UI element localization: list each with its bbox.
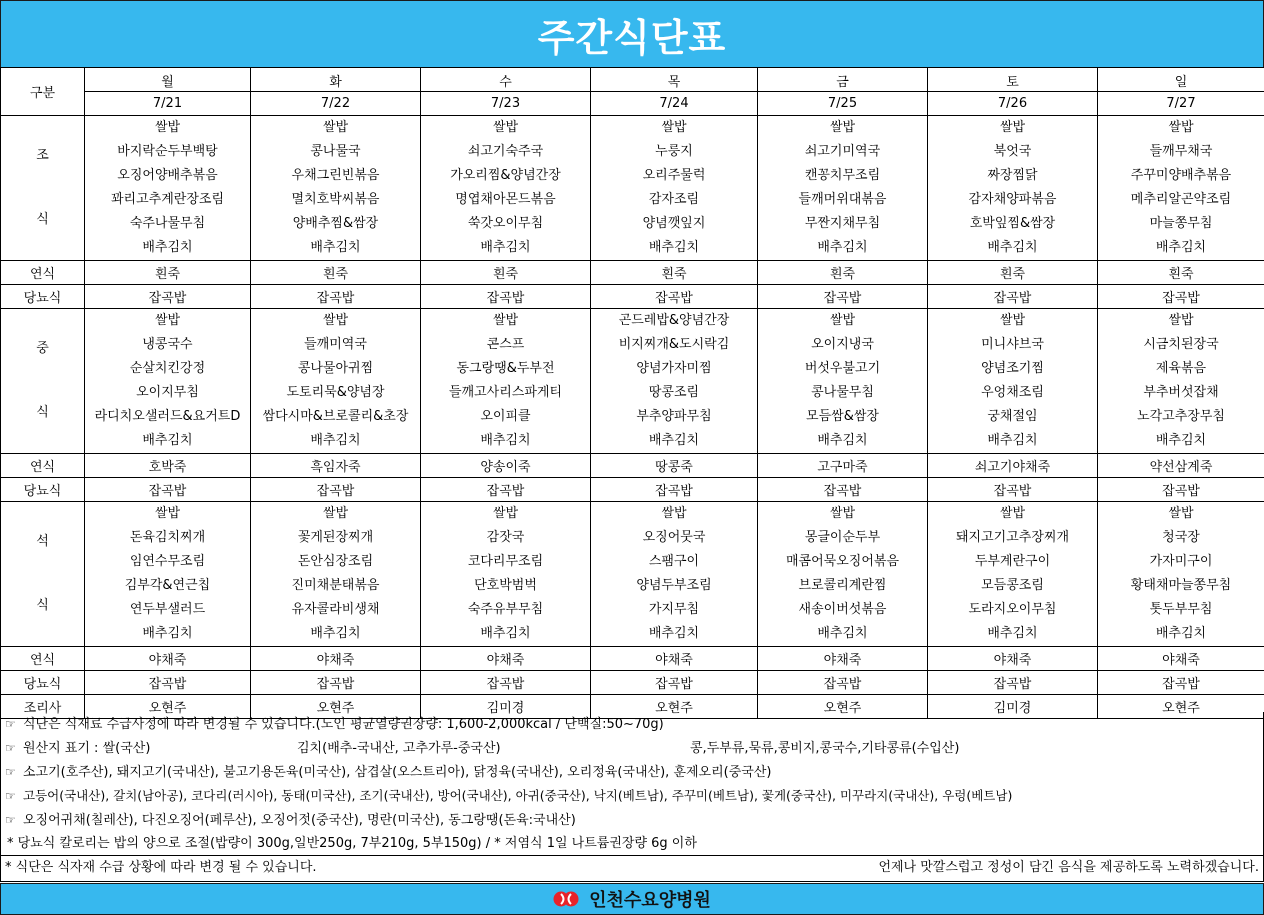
dish-item: 배추김치 <box>817 433 868 448</box>
soft-diet-cell: 흰죽 <box>591 261 758 285</box>
dish-item: 동그랑땡&두부전 <box>456 361 555 376</box>
soft-diet-cell: 야채죽 <box>591 647 758 671</box>
diabetic-note: * 당뇨식 칼로리는 밥의 양으로 조절(밥량이 300g,일반250g, 7부210g, 5부150g) / * 저염식 1일 나트륨권장량 6g 이하 <box>7 836 697 851</box>
meal-row <box>1 309 1264 454</box>
date-header: 7/22 <box>251 92 421 116</box>
soft-diet-cell: 야채죽 <box>421 647 591 671</box>
dish-item: 임연수무조림 <box>129 554 206 569</box>
diabetic-diet-label: 당뇨식 <box>1 285 85 309</box>
dish-cell <box>928 502 1098 647</box>
dish-cell <box>928 116 1098 261</box>
diabetic-diet-cell: 잡곡밥 <box>85 478 251 502</box>
dish-item: 양배추찜&쌈장 <box>292 216 379 231</box>
soft-diet-cell: 약선삼계죽 <box>1098 454 1264 478</box>
soft-diet-cell: 야채죽 <box>1098 647 1264 671</box>
diabetic-diet-cell: 잡곡밥 <box>421 671 591 695</box>
pointing-hand-icon: ☞ <box>5 765 16 779</box>
diabetic-diet-cell: 잡곡밥 <box>85 671 251 695</box>
origin-rice: 원산지 표기 : 쌀(국산) <box>23 741 151 756</box>
diabetic-diet-cell: 잡곡밥 <box>421 285 591 309</box>
soft-diet-label: 연식 <box>1 261 85 285</box>
dish-item: 쌀밥 <box>492 506 519 521</box>
date-header: 7/23 <box>421 92 591 116</box>
dish-item: 쌀밥 <box>999 120 1026 135</box>
dish-cell <box>1098 502 1264 647</box>
dish-item: 오이지무침 <box>136 385 199 400</box>
dish-item: 양념깻잎지 <box>642 216 706 231</box>
dish-cell <box>85 309 251 454</box>
soft-diet-cell: 흰죽 <box>251 261 421 285</box>
pointing-hand-icon: ☞ <box>5 813 16 827</box>
dish-item: 쌀밥 <box>492 313 519 328</box>
dish-cell <box>251 116 421 261</box>
dish-cell <box>421 116 591 261</box>
soft-diet-row <box>1 454 1264 478</box>
weekly-menu-table <box>0 67 1264 719</box>
soft-diet-row <box>1 261 1264 285</box>
dish-item: 콩나물아귀찜 <box>297 361 374 376</box>
soft-diet-row <box>1 647 1264 671</box>
day-header: 일 <box>1098 68 1264 92</box>
diabetic-diet-cell: 잡곡밥 <box>758 671 928 695</box>
pointing-hand-icon: ☞ <box>5 789 16 803</box>
meal-label <box>1 502 85 647</box>
dish-item: 연두부샐러드 <box>129 602 206 617</box>
hospital-name: 인천수요양병원 <box>589 890 711 911</box>
dish-item: 배추김치 <box>648 626 700 641</box>
dish-item: 가지무침 <box>648 602 700 617</box>
day-header: 금 <box>758 68 928 92</box>
date-header: 7/27 <box>1098 92 1264 116</box>
soft-diet-cell: 야채죽 <box>85 647 251 671</box>
day-header: 화 <box>251 68 421 92</box>
dish-item: 곤드레밥&양념간장 <box>618 313 730 328</box>
dish-item: 캔꽁치무조림 <box>804 168 881 183</box>
diabetic-diet-cell: 잡곡밥 <box>1098 478 1264 502</box>
dish-item: 명엽채아몬드볶음 <box>455 192 556 207</box>
soft-diet-cell: 흰죽 <box>928 261 1098 285</box>
dish-item: 콩나물무침 <box>811 385 874 400</box>
dish-item: 오이지냉국 <box>811 337 874 352</box>
dish-item: 돈안심장조림 <box>297 554 374 569</box>
dish-item: 양념조기찜 <box>981 361 1044 376</box>
note-text: 소고기(호주산), 돼지고기(국내산), 불고기용돈육(미국산), 삼겹살(오스트리아), 닭정육(국내산), 오리정육(국내산), 훈제오리(중국산) <box>23 765 772 780</box>
diabetic-diet-cell: 잡곡밥 <box>758 285 928 309</box>
dish-item: 쌀밥 <box>154 120 181 135</box>
dish-item: 북엇국 <box>993 144 1032 159</box>
pointing-hand-icon: ☞ <box>5 741 16 755</box>
date-header: 7/25 <box>758 92 928 116</box>
dish-item: 도라지오이무침 <box>968 602 1057 617</box>
soft-diet-cell: 흰죽 <box>758 261 928 285</box>
dish-item: 배추김치 <box>987 433 1038 448</box>
diabetic-diet-cell: 잡곡밥 <box>421 478 591 502</box>
dish-item: 쌀밥 <box>999 313 1026 328</box>
soft-diet-cell: 야채죽 <box>758 647 928 671</box>
dish-item: 매콤어묵오징어볶음 <box>785 554 900 569</box>
meal-row <box>1 502 1264 647</box>
dish-item: 쌀밥 <box>661 120 687 135</box>
dish-item: 쌀밥 <box>829 313 856 328</box>
meal-label-bottom: 식 <box>36 212 49 227</box>
soft-diet-label: 연식 <box>1 454 85 478</box>
diabetic-diet-label: 당뇨식 <box>1 478 85 502</box>
cook-cell: 오현주 <box>591 695 758 719</box>
dish-item: 배추김치 <box>987 626 1038 641</box>
dish-item: 김부각&연근칩 <box>124 578 211 593</box>
dish-item: 쌈다시마&브로콜리&초장 <box>262 409 409 424</box>
soft-diet-cell: 고구마죽 <box>758 454 928 478</box>
cook-cell: 김미경 <box>421 695 591 719</box>
dish-item: 단호박범벅 <box>474 578 537 593</box>
dish-item: 배추김치 <box>142 626 193 641</box>
dish-item: 감잣국 <box>486 530 525 545</box>
category-header: 구분 <box>1 68 85 116</box>
dish-item: 들깨머위대볶음 <box>798 192 887 207</box>
date-header: 7/26 <box>928 92 1098 116</box>
dish-item: 주꾸미양배추볶음 <box>1130 168 1232 183</box>
note-text: 고등어(국내산), 갈치(남아공), 코다리(러시아), 동태(미국산), 조기(국내산), 방어(국내산), 아귀(중국산), 낙지(베트남), 주꾸미(베트남), 꽃게(중국산), 미꾸라지(국내산), 우렁(베트남) <box>23 788 1013 803</box>
dish-item: 라디치오샐러드&요거트D <box>94 409 241 424</box>
note-line <box>0 832 1264 856</box>
note-line <box>0 736 1264 760</box>
dish-item: 코다리무조림 <box>467 554 544 569</box>
dish-cell <box>928 309 1098 454</box>
diabetic-diet-cell: 잡곡밥 <box>928 671 1098 695</box>
dish-item: 배추김치 <box>142 433 193 448</box>
dish-cell <box>251 502 421 647</box>
dish-cell <box>85 502 251 647</box>
dish-item: 멸치호박씨볶음 <box>291 192 380 207</box>
dish-item: 돼지고기고추장찌개 <box>955 530 1070 545</box>
meal-label-top: 석 <box>36 534 49 549</box>
meal-label-bottom: 식 <box>36 405 49 420</box>
footer-banner <box>0 883 1264 915</box>
dish-item: 쌀밥 <box>1168 506 1194 521</box>
dish-item: 마늘쫑무침 <box>1149 216 1213 231</box>
day-header: 목 <box>591 68 758 92</box>
dish-item: 쇠고기미역국 <box>804 144 881 159</box>
dish-item: 배추김치 <box>1155 626 1207 641</box>
dish-item: 미니샤브국 <box>981 337 1044 352</box>
meal-label-top: 중 <box>36 341 49 356</box>
dish-item: 배추김치 <box>310 240 361 255</box>
dish-item: 톳두부무침 <box>1149 602 1213 617</box>
dish-cell <box>1098 116 1264 261</box>
dish-cell <box>591 502 758 647</box>
pointing-hand-icon: ☞ <box>5 717 16 731</box>
dish-item: 쌀밥 <box>1168 313 1194 328</box>
dish-cell <box>758 309 928 454</box>
dish-cell <box>758 116 928 261</box>
dish-item: 쇠고기숙주국 <box>467 144 544 159</box>
dish-cell <box>421 309 591 454</box>
closing-message: 언제나 맛깔스럽고 정성이 담긴 음식을 제공하도록 노력하겠습니다. <box>878 860 1259 875</box>
dish-item: 쑥갓오이무침 <box>467 216 544 231</box>
diabetic-diet-cell: 잡곡밥 <box>251 671 421 695</box>
dish-cell <box>591 309 758 454</box>
dish-item: 배추김치 <box>817 626 868 641</box>
diabetic-diet-cell: 잡곡밥 <box>85 285 251 309</box>
diabetic-diet-cell: 잡곡밥 <box>758 478 928 502</box>
dish-item: 콩나물국 <box>310 144 361 159</box>
note-line <box>0 760 1264 784</box>
dish-item: 도토리묵&양념장 <box>286 385 385 400</box>
diabetic-diet-row <box>1 671 1264 695</box>
dish-item: 쌀밥 <box>999 506 1026 521</box>
note-line <box>0 856 1264 882</box>
dish-item: 바지락순두부백탕 <box>117 144 218 159</box>
origin-kimchi: 김치(배추-국내산, 고추가루-중국산) <box>297 741 501 756</box>
note-line <box>0 784 1264 808</box>
dish-item: 짜장찜닭 <box>987 168 1038 183</box>
dish-item: 꽈리고추계란장조림 <box>110 192 225 207</box>
dish-item: 청국장 <box>1162 530 1200 545</box>
dish-item: 버섯우불고기 <box>804 361 881 376</box>
soft-diet-cell: 흰죽 <box>421 261 591 285</box>
dish-item: 시금치된장국 <box>1143 337 1219 352</box>
dish-item: 감자조림 <box>648 192 700 207</box>
dish-item: 새송이버섯볶음 <box>798 602 887 617</box>
dish-item: 배추김치 <box>817 240 868 255</box>
dish-item: 오이피클 <box>480 409 531 424</box>
soft-diet-cell: 호박죽 <box>85 454 251 478</box>
dish-item: 돈육김치찌개 <box>129 530 206 545</box>
dish-item: 배추김치 <box>480 626 531 641</box>
dish-cell <box>421 502 591 647</box>
dish-item: 배추김치 <box>142 240 193 255</box>
dish-item: 궁채절임 <box>987 409 1038 424</box>
cook-cell: 오현주 <box>758 695 928 719</box>
dish-item: 두부계란구이 <box>974 554 1051 569</box>
origin-beans: 콩,두부류,묵류,콩비지,콩국수,기타콩류(수입산) <box>690 741 960 756</box>
header-row-days <box>1 68 1264 92</box>
dish-item: 꽃게된장찌개 <box>297 530 374 545</box>
note-line <box>0 712 1264 736</box>
dish-item: 들깨미역국 <box>304 337 367 352</box>
dish-item: 쌀밥 <box>829 120 856 135</box>
dish-item: 들깨무채국 <box>1149 144 1213 159</box>
dish-item: 냉콩국수 <box>142 337 193 352</box>
dish-item: 순살치킨강정 <box>129 361 206 376</box>
dish-item: 호박잎찜&쌈장 <box>969 216 1056 231</box>
cook-cell: 오현주 <box>85 695 251 719</box>
dish-item: 부추양파무침 <box>636 409 712 424</box>
dish-item: 진미채분태볶음 <box>291 578 380 593</box>
dish-item: 쌀밥 <box>1168 120 1194 135</box>
soft-diet-cell: 흰죽 <box>1098 261 1264 285</box>
dish-item: 쌀밥 <box>154 506 181 521</box>
dish-item: 쌀밥 <box>492 120 519 135</box>
cook-cell: 김미경 <box>928 695 1098 719</box>
diabetic-diet-row <box>1 285 1264 309</box>
diabetic-diet-cell: 잡곡밥 <box>591 285 758 309</box>
diabetic-diet-cell: 잡곡밥 <box>591 671 758 695</box>
dish-item: 제육볶음 <box>1155 361 1207 376</box>
dish-item: 배추김치 <box>480 240 531 255</box>
dish-item: 쌀밥 <box>661 506 687 521</box>
soft-diet-cell: 흰죽 <box>85 261 251 285</box>
dish-item: 양념가자미찜 <box>636 361 712 376</box>
dish-item: 비지찌개&도시락김 <box>618 337 730 352</box>
dish-item: 배추김치 <box>987 240 1038 255</box>
dish-cell <box>591 116 758 261</box>
dish-item: 오리주물럭 <box>642 168 706 183</box>
dish-item: 부추버섯잡채 <box>1143 385 1219 400</box>
dish-item: 배추김치 <box>310 626 361 641</box>
notes-section <box>0 712 1264 882</box>
date-header: 7/21 <box>85 92 251 116</box>
diabetic-diet-cell: 잡곡밥 <box>928 478 1098 502</box>
dish-item: 감자채양파볶음 <box>968 192 1057 207</box>
cook-cell: 오현주 <box>1098 695 1264 719</box>
dish-item: 브로콜리계란찜 <box>798 578 887 593</box>
dish-item: 무짠지채무침 <box>804 216 881 231</box>
dish-item: 쌀밥 <box>322 120 349 135</box>
dish-item: 오징어양배추볶음 <box>117 168 218 183</box>
day-header: 토 <box>928 68 1098 92</box>
dish-item: 오징어뭇국 <box>642 530 706 545</box>
day-header: 수 <box>421 68 591 92</box>
dish-item: 유자콜라비생채 <box>291 602 380 617</box>
dish-item: 배추김치 <box>480 433 531 448</box>
dish-cell <box>758 502 928 647</box>
dish-item: 모듬콩조림 <box>981 578 1044 593</box>
dish-item: 스팸구이 <box>648 554 700 569</box>
soft-diet-label: 연식 <box>1 647 85 671</box>
dish-item: 쌀밥 <box>322 506 349 521</box>
page-title: 주간식단표 <box>537 15 727 60</box>
soft-diet-cell: 야채죽 <box>928 647 1098 671</box>
meal-label <box>1 116 85 261</box>
dish-item: 들깨고사리스파게티 <box>448 385 563 400</box>
title-banner <box>0 0 1264 68</box>
dish-item: 몽글이순두부 <box>804 530 881 545</box>
dish-item: 우채그린빈볶음 <box>291 168 380 183</box>
dish-item: 땅콩조림 <box>648 385 700 400</box>
dish-item: 배추김치 <box>1155 433 1207 448</box>
meal-label <box>1 309 85 454</box>
dish-item: 모듬쌈&쌈장 <box>806 409 879 424</box>
hospital-logo-icon <box>553 888 579 910</box>
dish-item: 누룽지 <box>655 144 693 159</box>
meal-label-top: 조 <box>36 148 49 163</box>
dish-item: 양념두부조림 <box>636 578 712 593</box>
dish-cell <box>85 116 251 261</box>
soft-diet-cell: 쇠고기야채죽 <box>928 454 1098 478</box>
diabetic-diet-cell: 잡곡밥 <box>251 478 421 502</box>
soft-diet-cell: 야채죽 <box>251 647 421 671</box>
diabetic-diet-cell: 잡곡밥 <box>928 285 1098 309</box>
day-header: 월 <box>85 68 251 92</box>
dish-item: 콘스프 <box>486 337 525 352</box>
meal-label-bottom: 식 <box>36 598 49 613</box>
dish-cell <box>251 309 421 454</box>
cook-label: 조리사 <box>1 695 85 719</box>
dish-item: 가오리찜&양념간장 <box>450 168 561 183</box>
dish-item: 배추김치 <box>648 433 700 448</box>
note-text: 식단은 식재료 수급사정에 따라 변경될 수 있습니다.(노인 평균열량권장량: 1,600-2,000kcal / 단백질:50~70g) <box>23 717 664 732</box>
dish-item: 배추김치 <box>648 240 700 255</box>
dish-item: 숙주유부무침 <box>467 602 544 617</box>
note-line <box>0 808 1264 832</box>
dish-item: 쌀밥 <box>322 313 349 328</box>
dish-item: 우엉채조림 <box>981 385 1044 400</box>
note-text: 오징어귀채(칠레산), 다진오징어(페루산), 오징어젓(중국산), 명란(미국산), 동그랑땡(돈육:국내산) <box>23 813 576 828</box>
cook-cell: 오현주 <box>251 695 421 719</box>
dish-item: 가자미구이 <box>1149 554 1213 569</box>
dish-item: 배추김치 <box>1155 240 1207 255</box>
change-notice: * 식단은 식자재 수급 상황에 따라 변경 될 수 있습니다. <box>5 860 317 875</box>
diabetic-diet-label: 당뇨식 <box>1 671 85 695</box>
dish-item: 배추김치 <box>310 433 361 448</box>
dish-item: 노각고추장무침 <box>1137 409 1225 424</box>
soft-diet-cell: 흑임자죽 <box>251 454 421 478</box>
diabetic-diet-row <box>1 478 1264 502</box>
dish-item: 쌀밥 <box>829 506 856 521</box>
diabetic-diet-cell: 잡곡밥 <box>251 285 421 309</box>
dish-item: 메추리알곤약조림 <box>1130 192 1232 207</box>
header-row-dates <box>1 92 1264 116</box>
diabetic-diet-cell: 잡곡밥 <box>1098 285 1264 309</box>
dish-cell <box>1098 309 1264 454</box>
date-header: 7/24 <box>591 92 758 116</box>
meal-row <box>1 116 1264 261</box>
dish-item: 숙주나물무침 <box>129 216 206 231</box>
diabetic-diet-cell: 잡곡밥 <box>1098 671 1264 695</box>
soft-diet-cell: 양송이죽 <box>421 454 591 478</box>
soft-diet-cell: 땅콩죽 <box>591 454 758 478</box>
dish-item: 쌀밥 <box>154 313 181 328</box>
dish-item: 황태채마늘쫑무침 <box>1130 578 1232 593</box>
diabetic-diet-cell: 잡곡밥 <box>591 478 758 502</box>
